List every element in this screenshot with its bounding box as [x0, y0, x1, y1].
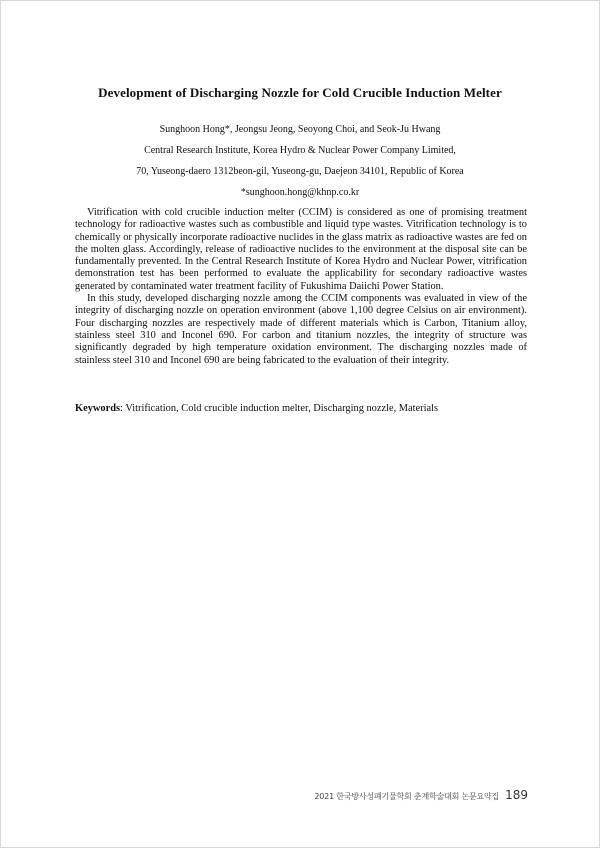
author-list: Sunghoon Hong*, Jeongsu Jeong, Seoyong Choi, and Seok-Ju Hwang: [159, 124, 441, 135]
keywords-line: [75, 402, 527, 415]
abstract-body: [75, 207, 527, 367]
author-block: [0, 119, 600, 203]
abstract-paragraph-2: In this study, developed discharging nozzle among the CCIM components was evaluated in view of the integrity of discharging nozzle on operation environment (above 1,100 degree Celsius on air environment). Four discharging nozzles are respectively made of different materials which is Carbon, Titanium alloy, stainless steel 310 and Inconel 690. For carbon and titanium nozzles, the integrity of structure was significantly degraded by high temperature oxidation environment. The discharging nozzles made of stainless steel 310 and Inconel 690 are being fabricated to the evaluation of their integrity.: [75, 293, 527, 366]
page-number: 189: [505, 788, 528, 802]
abstract-paragraph-1: Vitrification with cold crucible induction melter (CCIM) is considered as one of promising treatment technology for radioactive wastes such as combustible and liquid type wastes. Vitrification technology is to chemically or physically incorporate radioactive nuclides in the glass matrix as radioactive wastes are fed on the molten glass. Accordingly, release of radioactive nuclides to the environment at the disposal site can be fundamentally prevented. In the Central Research Institute of Korea Hydro and Nuclear Power, vitrification demonstration test has been performed to evaluate the applicability for secondary radioactive wastes generated by contaminated water treatment facility of Fukushima Daiichi Power Station.: [75, 207, 527, 292]
footer-journal-name: 2021 한국방사성폐기물학회 춘계학술대회 논문요약집: [314, 792, 500, 801]
keywords-text: : Vitrification, Cold crucible induction melter, Discharging nozzle, Materials: [120, 403, 439, 414]
paper-title: Development of Discharging Nozzle for Cold Crucible Induction Melter: [98, 85, 502, 100]
page-footer: [314, 788, 528, 802]
keywords-label: Keywords: [75, 403, 121, 414]
affiliation-line-1: Central Research Institute, Korea Hydro & Nuclear Power Company Limited,: [144, 145, 456, 156]
affiliation-line-2: 70, Yuseong-daero 1312beon-gil, Yuseong-gu, Daejeon 34101, Republic of Korea: [136, 166, 464, 177]
corresponding-email: *sunghoon.hong@khnp.co.kr: [240, 187, 360, 198]
